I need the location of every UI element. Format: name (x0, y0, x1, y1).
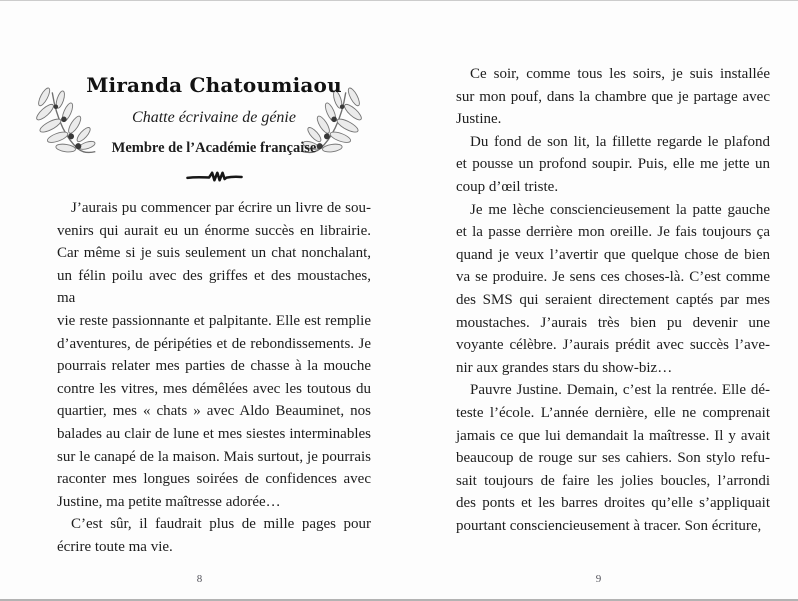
text-line: raconter mes longues soirées de confidences avec (57, 471, 371, 488)
text-line: jamais ce que lui demandait la maîtresse. Il y avait (456, 427, 770, 444)
page-number: 8 (196, 573, 203, 585)
text-line: nir aux grandes stars du show-biz… (456, 359, 673, 376)
text-line: quartier, mes « chats » avec Aldo Beauminet, nos (57, 403, 371, 420)
text-line: moustaches. J’aurais très bien pu devenir une (456, 314, 770, 331)
text-line: pourrais relater mes parties de chasse à la mouche (57, 358, 371, 375)
text-line: Je me lèche consciencieusement la patte gauche (470, 201, 770, 218)
section-divider (57, 169, 371, 189)
text-line: Justine. (456, 111, 502, 128)
text-line: Du fond de son lit, la fillette regarde le plafond (470, 133, 770, 150)
text-line: contre les vitres, mes démêlées avec les toutous du (57, 380, 371, 397)
text-line: voyante célèbre. J’aurais prédit avec succès l’ave- (456, 337, 770, 354)
author-subtitle: Chatte écrivaine de génie (132, 109, 296, 126)
text-line: C’est sûr, il faudrait plus de mille pages pour (71, 516, 371, 533)
text-line: sur mon pouf, dans la chambre que je partage avec (456, 88, 770, 105)
text-line: un félin poilu avec des griffes et des moustaches, ma (57, 267, 371, 307)
text-line: balades au clair de lune et mes siestes interminables (57, 425, 371, 442)
page-body-right (456, 63, 770, 537)
text-line: d’aventures, de péripéties et de rebondissements. Je (57, 335, 371, 352)
author-affiliation: Membre de l’Académie française (111, 140, 317, 156)
text-line: sait toujours de faire les jolies boucles, l’arrondi (456, 472, 770, 489)
text-line: des SMS qui seraient directement captés par mes (456, 291, 770, 308)
text-line: sur le canapé de la maison. Mais surtout, je pourrais (57, 448, 371, 465)
text-line: Car même si je suis seulement un chat nonchalant, (57, 245, 371, 262)
text-line: et pousse un profond soupir. Puis, elle me jette un (456, 156, 770, 173)
text-line: beaucoup de rouge sur ses cahiers. Son stylo refu- (456, 450, 770, 467)
text-line: pourtant consciencieusement à tracer. Son écriture, (456, 517, 762, 534)
chapter-header (57, 75, 371, 156)
text-line: va se produire. Je sens ces choses-là. C’est comme (456, 269, 770, 286)
text-line: vie reste passionnante et palpitante. Elle est remplie (57, 312, 371, 329)
page-left (0, 1, 399, 599)
page-number: 9 (595, 573, 602, 585)
text-line: venirs qui aurait eu un énorme succès en librairie. (57, 222, 371, 239)
text-line: J’aurais pu commencer par écrire un livre de sou- (71, 200, 371, 216)
text-line: et la passe derrière mon oreille. Je fais toujours ça (456, 224, 770, 241)
text-line: Justine, ma petite maîtresse adorée… (57, 493, 281, 510)
text-line: écrire toute ma vie. (57, 538, 173, 555)
text-line: teste l’école. L’année dernière, elle ne comprenait (456, 404, 770, 421)
text-line: Ce soir, comme tous les soirs, je suis installée (470, 66, 770, 82)
text-line: des ponts et les barres droites qu’elle s’appliquait (456, 495, 770, 512)
page-body-left (57, 197, 371, 559)
text-line: coup d’œil triste. (456, 178, 559, 195)
squiggle-knot-divider-icon (186, 169, 243, 184)
text-line: quand je veux l’avertir que quelque chose de bien (456, 246, 770, 263)
page-title: Miranda Chatoumiaou (86, 73, 342, 97)
page-right (399, 1, 798, 599)
text-line: Pauvre Justine. Demain, c’est la rentrée. Elle dé- (470, 382, 770, 399)
